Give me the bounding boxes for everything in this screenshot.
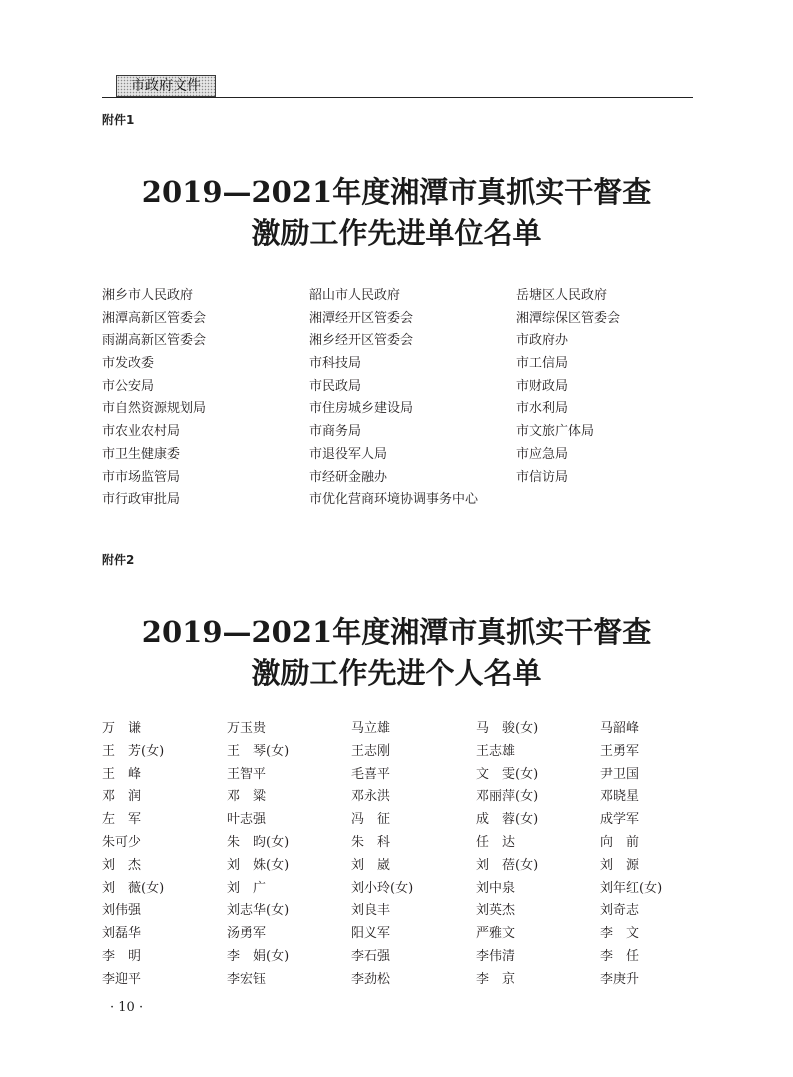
person-name: 刘 杰: [102, 857, 142, 873]
unit-name: 市住房城乡建设局: [309, 401, 414, 417]
unit-name: 湘潭综保区管委会: [516, 310, 621, 326]
person-name: 汤勇军: [227, 926, 267, 942]
person-name: 冯 征: [351, 812, 391, 828]
person-name: 朱可少: [102, 834, 142, 850]
unit-name: 市水利局: [516, 401, 569, 417]
unit-name: 市文旅广体局: [516, 424, 595, 440]
unit-name: 市市场监管局: [102, 469, 181, 485]
person-name: 刘奇志: [600, 903, 640, 919]
person-name: 李 明: [102, 948, 142, 964]
person-name: 刘英杰: [476, 903, 516, 919]
person-name: 李伟清: [476, 948, 516, 964]
section-tab: 市政府文件: [116, 75, 216, 97]
person-name: 邓丽萍(女): [476, 789, 539, 805]
person-name: 刘磊华: [102, 926, 142, 942]
person-name: 尹卫国: [600, 766, 640, 782]
annex1-title: [0, 172, 793, 254]
person-name: 邓 粱: [227, 789, 267, 805]
unit-name: 市经研金融办: [309, 469, 388, 485]
unit-name: 湘潭高新区管委会: [102, 310, 207, 326]
person-name: 成学军: [600, 812, 640, 828]
person-name: 万 谦: [102, 721, 142, 736]
unit-name: 市政府办: [516, 333, 569, 349]
unit-name: 市自然资源规划局: [102, 401, 207, 417]
unit-name: 雨湖高新区管委会: [102, 333, 207, 349]
person-name: 刘伟强: [102, 903, 142, 919]
person-name: 成 蓉(女): [476, 812, 539, 828]
person-name: 叶志强: [227, 812, 267, 828]
person-name: 刘良丰: [351, 903, 391, 919]
person-name: 万玉贵: [227, 721, 267, 736]
person-name: 王 峰: [102, 766, 142, 782]
unit-name: 市退役军人局: [309, 446, 388, 462]
person-name: 王 琴(女): [227, 743, 290, 759]
person-name: 刘志华(女): [227, 903, 290, 919]
person-name: 刘 源: [600, 857, 640, 873]
person-name: 马立雄: [351, 721, 391, 736]
advanced-individuals-list: [102, 718, 682, 992]
annex1-label: 附件1: [102, 113, 135, 127]
unit-name: 市公安局: [102, 378, 155, 394]
person-name: 王智平: [227, 766, 267, 782]
unit-name: 市优化营商环境协调事务中心: [309, 492, 479, 508]
person-name: 刘小玲(女): [351, 880, 414, 896]
unit-name: 湘乡市人民政府: [102, 288, 194, 303]
person-name: 邓 润: [102, 789, 142, 805]
annex2-title: [0, 612, 793, 694]
annex1-title-line1: 2019—2021年度湘潭市真抓实干督查: [141, 175, 652, 209]
annex1-title-line2: 激励工作先进单位名单: [251, 216, 542, 250]
person-name: 阳义军: [351, 926, 391, 942]
person-name: 李 娟(女): [227, 948, 290, 964]
unit-name: 市财政局: [516, 378, 569, 394]
annex2-title-line2: 激励工作先进个人名单: [251, 656, 542, 690]
advanced-units-list: [102, 285, 662, 512]
unit-name: 湘乡经开区管委会: [309, 333, 414, 349]
unit-name: 市农业农村局: [102, 424, 181, 440]
unit-name: 市工信局: [516, 356, 569, 372]
person-name: 毛喜平: [351, 766, 391, 782]
person-name: 李迎平: [102, 971, 142, 987]
person-name: 李石强: [351, 948, 391, 964]
unit-name: 市行政审批局: [102, 492, 181, 508]
person-name: 马 骏(女): [476, 721, 539, 736]
person-name: 刘中泉: [476, 880, 516, 896]
person-name: 刘年红(女): [600, 880, 663, 896]
unit-name: 市卫生健康委: [102, 446, 181, 462]
person-name: 李宏钰: [227, 971, 267, 987]
person-name: 左 军: [102, 812, 142, 828]
person-name: 刘 薇(女): [102, 880, 165, 896]
person-name: 王勇军: [600, 743, 640, 759]
person-name: 李 京: [476, 971, 516, 987]
unit-name: 市发改委: [102, 356, 155, 372]
person-name: 严雅文: [476, 926, 516, 942]
annex2-title-line1: 2019—2021年度湘潭市真抓实干督查: [141, 615, 652, 649]
person-name: 李劲松: [351, 971, 391, 987]
person-name: 王志雄: [476, 743, 516, 759]
person-name: 任 达: [476, 834, 516, 850]
unit-name: 市科技局: [309, 356, 362, 372]
person-name: 邓晓星: [600, 789, 640, 805]
person-name: 朱 科: [351, 834, 391, 850]
person-name: 王志刚: [351, 743, 391, 759]
unit-name: 市应急局: [516, 446, 569, 462]
unit-name: 市民政局: [309, 378, 362, 394]
unit-name: 市信访局: [516, 469, 569, 485]
person-name: 刘 崴: [351, 857, 391, 873]
unit-name: 湘潭经开区管委会: [309, 310, 414, 326]
person-name: 李 文: [600, 926, 640, 942]
person-name: 文 雯(女): [476, 766, 539, 782]
person-name: 王 芳(女): [102, 743, 165, 759]
person-name: 朱 昀(女): [227, 834, 290, 850]
person-name: 李庚升: [600, 971, 640, 987]
annex2-label: 附件2: [102, 553, 135, 567]
person-name: 李 任: [600, 948, 640, 964]
header-divider: [102, 97, 693, 98]
person-name: 刘 蓓(女): [476, 857, 539, 873]
unit-name: 韶山市人民政府: [309, 288, 401, 303]
person-name: 刘 广: [227, 880, 267, 896]
unit-name: 岳塘区人民政府: [516, 288, 608, 303]
unit-name: 市商务局: [309, 424, 362, 440]
page-number: · 10 ·: [110, 1000, 144, 1015]
person-name: 马韶峰: [600, 721, 640, 736]
person-name: 向 前: [600, 834, 640, 850]
person-name: 邓永洪: [351, 789, 391, 805]
person-name: 刘 姝(女): [227, 857, 290, 873]
